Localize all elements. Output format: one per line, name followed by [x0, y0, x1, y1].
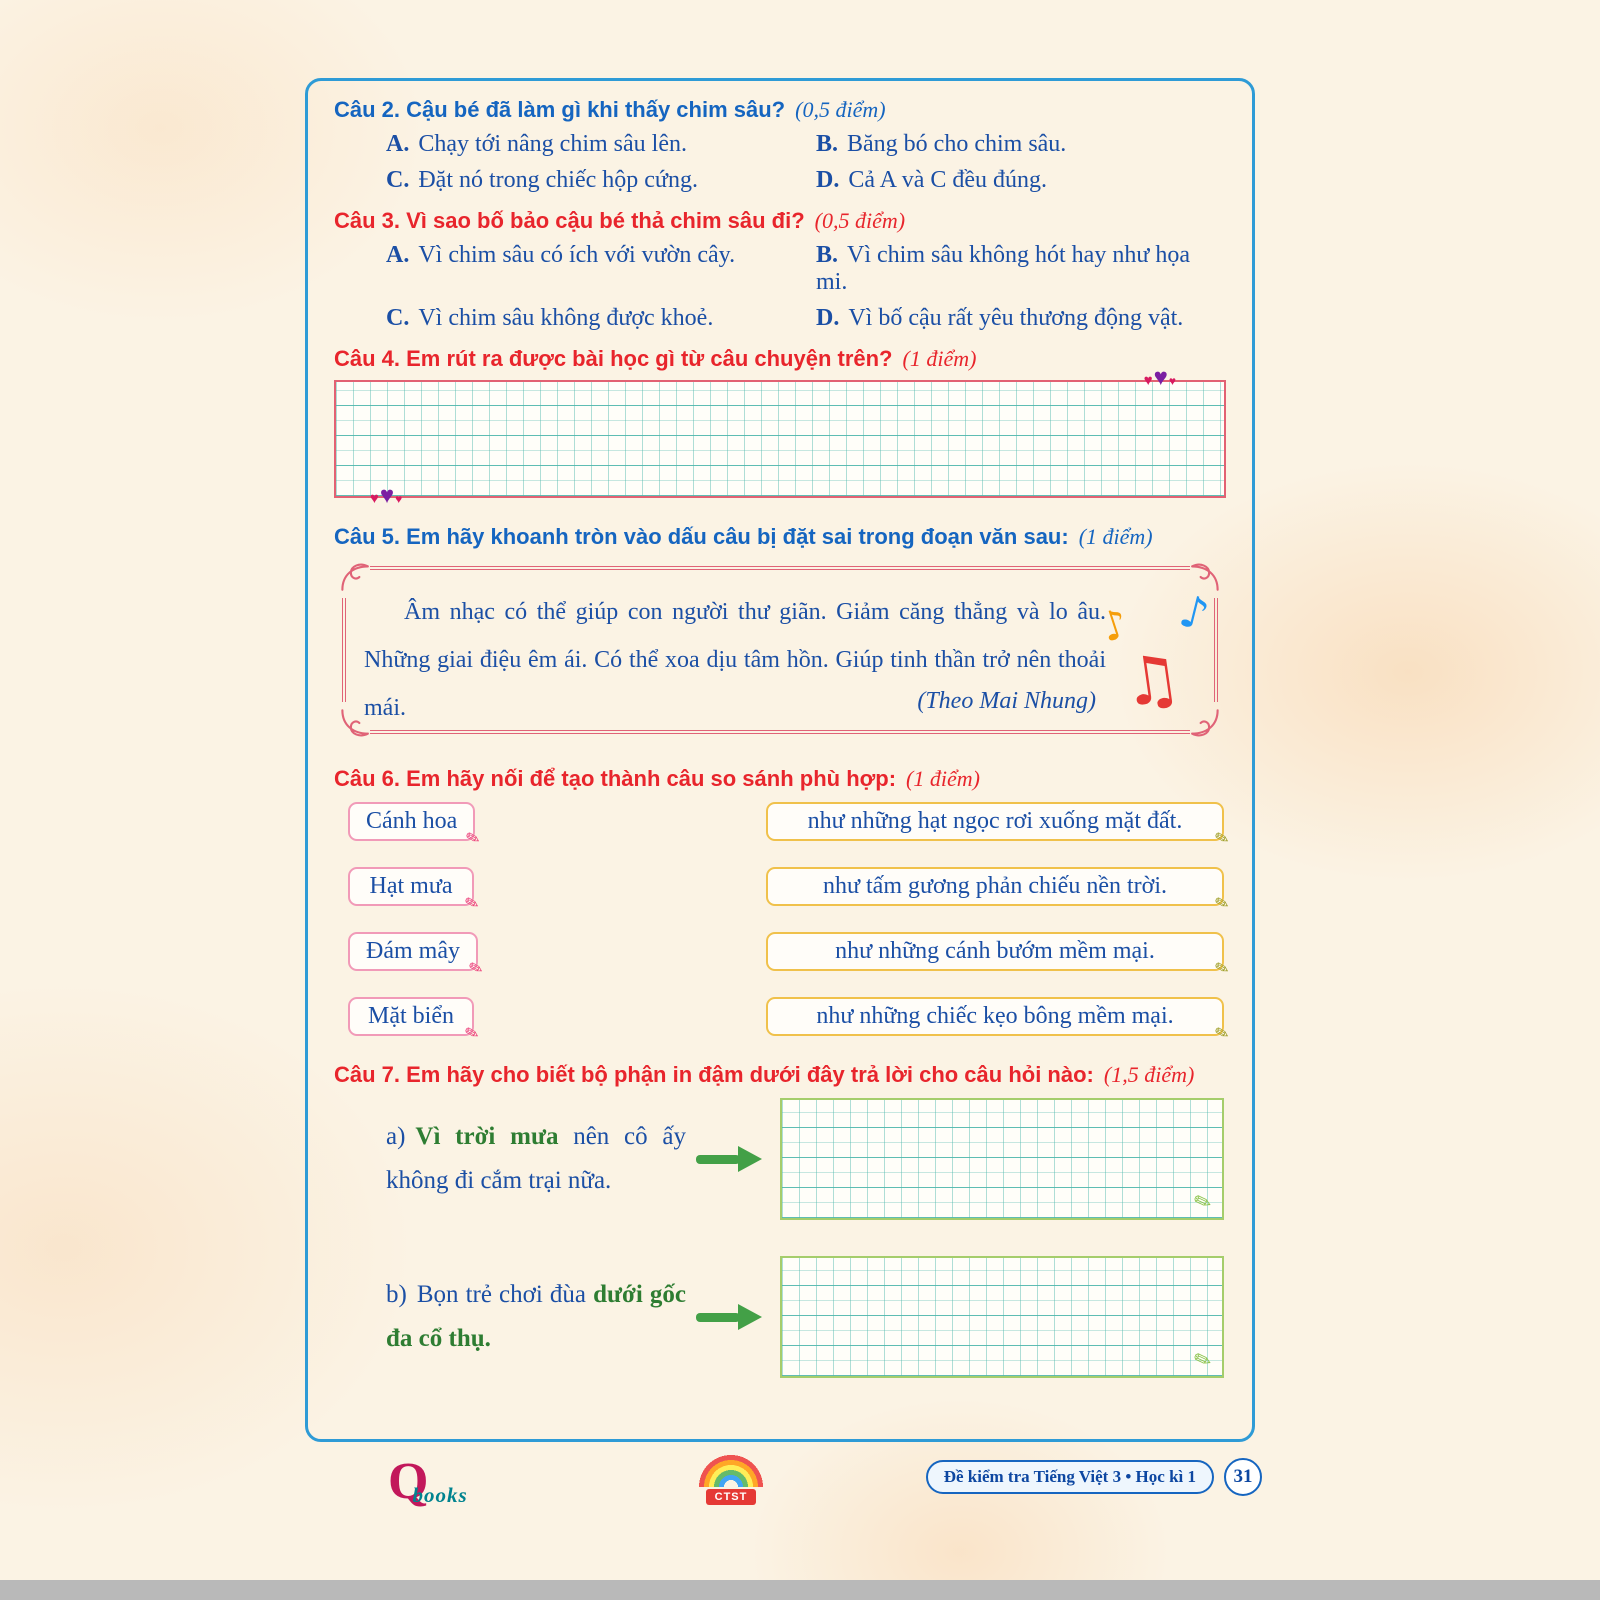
- option-text: Vì chim sâu không được khoẻ.: [418, 305, 714, 331]
- music-note-icon: ♪: [1174, 585, 1214, 642]
- heart-icon: ♥: [1153, 365, 1168, 391]
- hearts-decoration: [1144, 366, 1176, 390]
- question-6-text: Câu 6. Em hãy nối để tạo thành câu so sánh phù hợp:: [334, 766, 897, 791]
- question-6-title: [334, 766, 1226, 792]
- photo-edge: [0, 1580, 1600, 1600]
- question-4-title: [334, 346, 1226, 372]
- heart-icon: ♥: [395, 492, 403, 506]
- ctst-rainbow-logo: [696, 1454, 766, 1505]
- pencil-icon: ✎: [1190, 1345, 1216, 1375]
- question-7-text: Câu 7. Em hãy cho biết bộ phận in đậm dưới đây trả lời cho câu hỏi nào:: [334, 1062, 1094, 1087]
- match-left-text: Mặt biển: [368, 1003, 454, 1029]
- match-row: [348, 802, 1232, 851]
- frame-line: [1214, 598, 1218, 702]
- frame-line: [370, 566, 1190, 570]
- question-7-item-b: [334, 1256, 1224, 1378]
- question-3-title: [334, 208, 1226, 234]
- question-5-title: [334, 524, 1226, 550]
- pencil-icon: ✎: [466, 957, 486, 981]
- option-letter: D.: [816, 167, 840, 193]
- option-3d: [816, 305, 1226, 332]
- question-2-text: Câu 2. Cậu bé đã làm gì khi thấy chim sâu?: [334, 97, 786, 122]
- corner-ornament-icon: [336, 560, 370, 594]
- option-text: Vì bố cậu rất yêu thương động vật.: [848, 305, 1184, 331]
- answer-grid-a: [780, 1098, 1224, 1220]
- option-text: Vì chim sâu có ích với vườn cây.: [418, 242, 736, 268]
- match-right-item: [766, 997, 1232, 1046]
- option-text: Đặt nó trong chiếc hộp cứng.: [418, 167, 698, 193]
- music-notes-illustration: [1095, 585, 1214, 723]
- match-row: [348, 997, 1232, 1046]
- match-right-text: như những chiếc kẹo bông mềm mại.: [816, 1003, 1174, 1029]
- question-7-item-a: [334, 1098, 1224, 1220]
- question-5-text: Câu 5. Em hãy khoanh tròn vào dấu câu bị đặt sai trong đoạn văn sau:: [334, 524, 1069, 549]
- page-number: 31: [1224, 1458, 1262, 1496]
- option-letter: A.: [386, 131, 410, 157]
- question-4-text: Câu 4. Em rút ra được bài học gì từ câu chuyện trên?: [334, 346, 893, 371]
- option-text: Chạy tới nâng chim sâu lên.: [418, 131, 687, 157]
- passage-text: Âm nhạc có thể giúp con người thư giãn. Giảm căng thẳng và lo âu. Những giai điệu êm ái. Có thể xoa dịu tâm hồn. Giúp tinh thần trở nên thoải mái.: [364, 599, 1106, 721]
- question-2-title: [334, 97, 1226, 123]
- match-left-text: Cánh hoa: [366, 808, 458, 834]
- arrow-icon: [694, 1300, 766, 1334]
- ctst-ribbon: CTST: [706, 1489, 757, 1505]
- match-left-item: [348, 802, 483, 851]
- match-right-text: như những hạt ngọc rơi xuống mặt đất.: [807, 808, 1183, 834]
- frame-line: [370, 730, 1190, 734]
- sentence-a: [386, 1115, 686, 1203]
- question-3-text: Câu 3. Vì sao bố bảo cậu bé thả chim sâu đi?: [334, 208, 805, 233]
- heart-icon: ♥: [1143, 373, 1153, 389]
- question-2-points: (0,5 điểm): [795, 97, 886, 122]
- content-frame: [305, 78, 1255, 1442]
- pencil-icon: ✎: [463, 827, 483, 851]
- option-2b: [816, 131, 1226, 158]
- footer-badge: Đề kiểm tra Tiếng Việt 3 • Học kì 1: [926, 1460, 1214, 1494]
- match-left-item: [348, 932, 486, 981]
- match-row: [348, 867, 1232, 916]
- option-text: Vì chim sâu không hót hay như họa mi.: [816, 242, 1190, 295]
- option-text: Cả A và C đều đúng.: [848, 167, 1047, 193]
- option-text: Băng bó cho chim sâu.: [847, 131, 1067, 157]
- option-2c: [386, 167, 816, 194]
- arrow-icon: [694, 1142, 766, 1176]
- sentence-bold-part: dưới gốc đa cổ thụ.: [386, 1281, 686, 1352]
- match-left-text: Đám mây: [366, 938, 460, 964]
- item-label: a): [386, 1123, 406, 1150]
- qbooks-logo: [388, 1452, 468, 1511]
- option-letter: D.: [816, 305, 840, 331]
- logo-books-text: books: [412, 1483, 468, 1507]
- match-left-text: Hạt mưa: [369, 873, 453, 899]
- passage-attribution: (Theo Mai Nhung): [917, 688, 1096, 714]
- answer-grid-q4: [334, 365, 1226, 509]
- option-2d: [816, 167, 1226, 194]
- question-6-points: (1 điểm): [906, 766, 980, 791]
- heart-icon: ♥: [1168, 374, 1176, 388]
- answer-grid-b: [780, 1256, 1224, 1378]
- match-right-item: [766, 932, 1232, 981]
- option-3b: [816, 242, 1226, 296]
- hearts-decoration: [370, 484, 402, 508]
- option-2a: [386, 131, 816, 158]
- item-label: b): [386, 1281, 407, 1308]
- matching-exercise: [334, 800, 1232, 1046]
- option-3a: [386, 242, 816, 296]
- question-7-points: (1,5 điểm): [1103, 1062, 1195, 1087]
- sentence-part: nên cô ấy không đi cắm trại nữa.: [386, 1123, 686, 1194]
- pencil-icon: ✎: [462, 1022, 482, 1046]
- option-letter: C.: [386, 167, 410, 193]
- match-right-text: như những cánh bướm mềm mại.: [835, 938, 1155, 964]
- sentence-bold-part: Vì trời mưa: [415, 1123, 559, 1150]
- question-3-options: [334, 242, 1226, 332]
- pencil-icon: ✎: [1212, 1022, 1232, 1046]
- pencil-icon: ✎: [1190, 1187, 1216, 1217]
- question-3-points: (0,5 điểm): [814, 208, 906, 233]
- option-letter: A.: [386, 242, 410, 268]
- sentence-b: [386, 1273, 686, 1361]
- match-right-item: [766, 802, 1232, 851]
- match-left-item: [348, 867, 482, 916]
- question-4-points: (1 điểm): [902, 346, 977, 371]
- heart-icon: ♥: [379, 483, 395, 509]
- question-2-options: [334, 131, 1226, 194]
- match-left-item: [348, 997, 482, 1046]
- option-3c: [386, 305, 816, 332]
- pencil-icon: ✎: [1212, 892, 1232, 916]
- question-5-points: (1 điểm): [1078, 524, 1153, 549]
- sentence-part: Bọn trẻ chơi đùa: [416, 1281, 594, 1308]
- pencil-icon: ✎: [1212, 827, 1232, 851]
- option-letter: B.: [816, 242, 839, 268]
- heart-icon: ♥: [370, 491, 379, 507]
- option-letter: C.: [386, 305, 410, 331]
- logo-q-letter: Q: [388, 1453, 429, 1510]
- rainbow-icon: [698, 1454, 764, 1487]
- match-right-item: [766, 867, 1232, 916]
- match-row: [348, 932, 1232, 981]
- question-7-title: [334, 1062, 1226, 1088]
- match-right-text: như tấm gương phản chiếu nền trời.: [823, 873, 1167, 899]
- pencil-icon: ✎: [1212, 957, 1232, 981]
- music-note-icon: ♪: [1095, 600, 1135, 652]
- frame-line: [342, 598, 346, 702]
- corner-ornament-icon: [336, 706, 370, 740]
- beamed-notes-icon: ♫: [1116, 638, 1187, 723]
- passage-box: [334, 558, 1226, 742]
- option-letter: B.: [816, 131, 839, 157]
- pencil-icon: ✎: [462, 892, 482, 916]
- page-footer: [0, 1450, 1600, 1530]
